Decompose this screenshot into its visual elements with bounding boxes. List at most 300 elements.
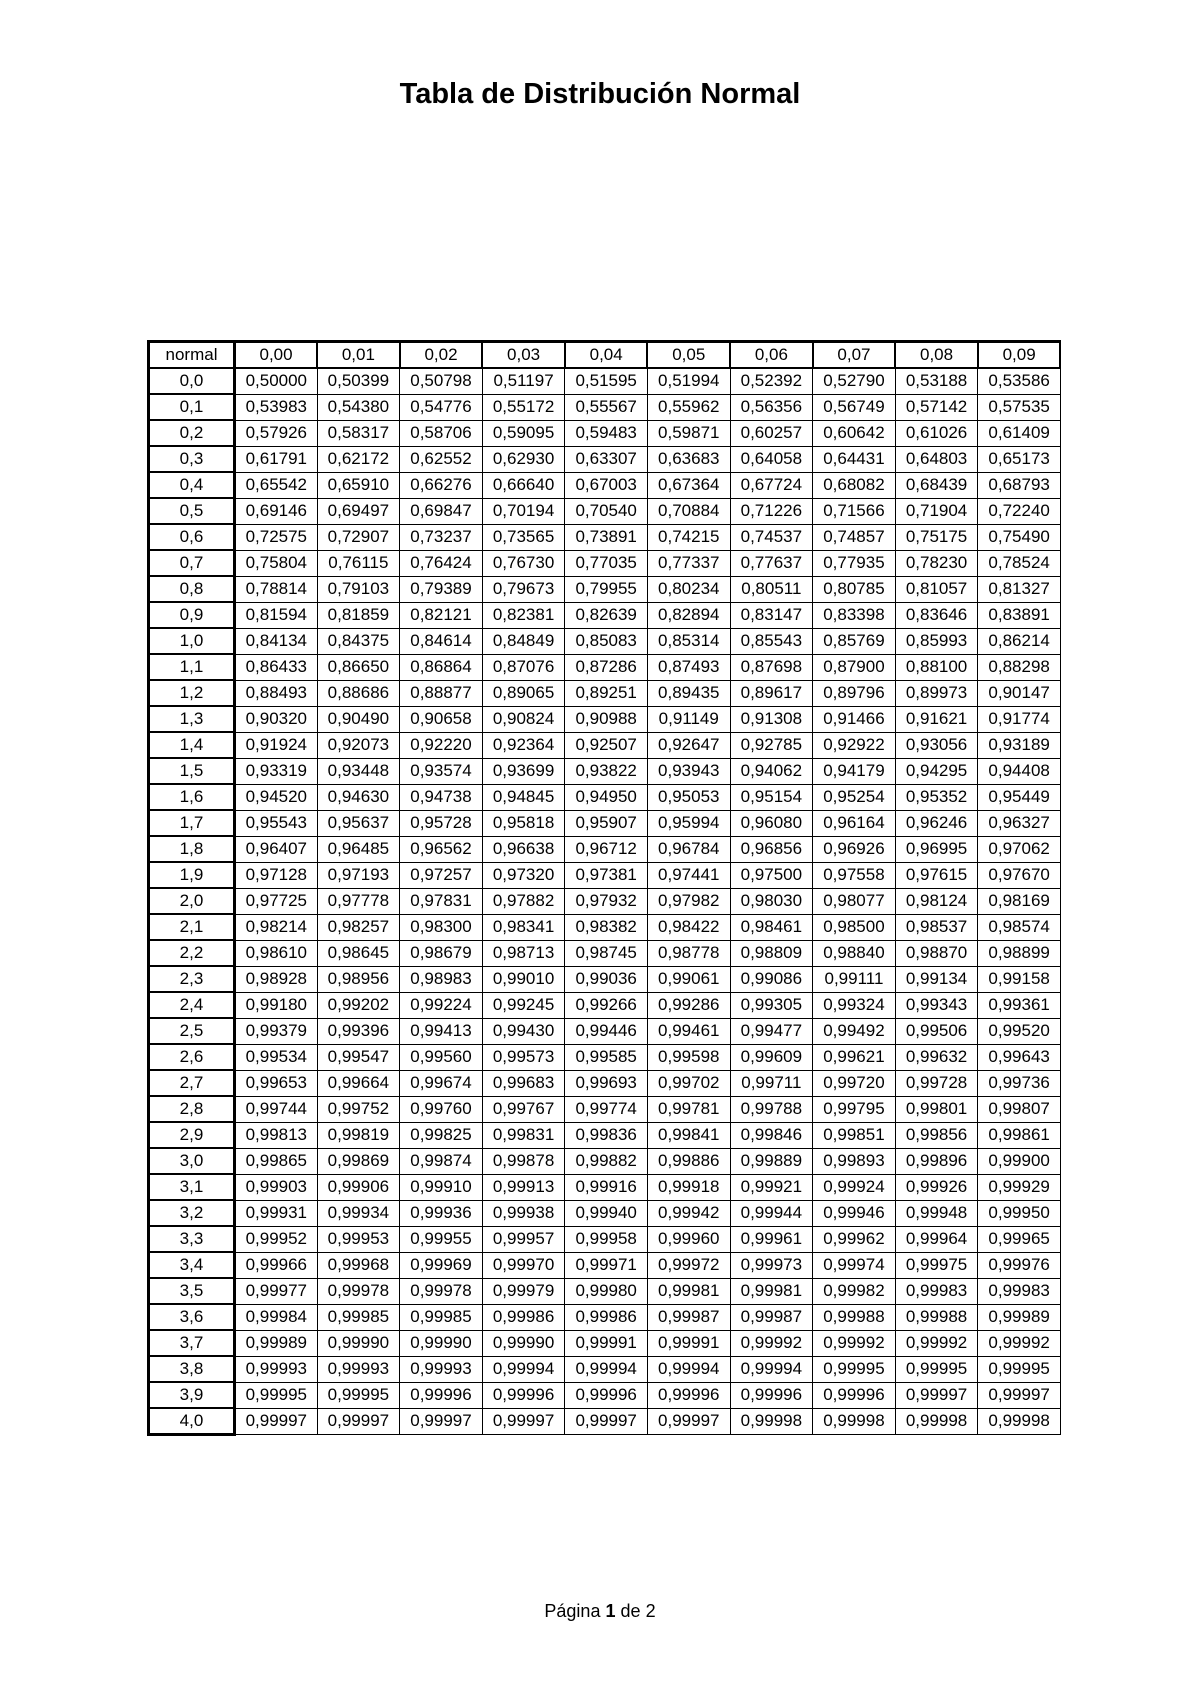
- probability-cell: 0,82894: [647, 602, 730, 628]
- probability-cell: 0,99736: [978, 1070, 1061, 1096]
- probability-cell: 0,72907: [317, 524, 400, 550]
- probability-cell: 0,98840: [813, 940, 896, 966]
- probability-cell: 0,96856: [730, 836, 813, 862]
- probability-cell: 0,98983: [400, 966, 483, 992]
- table-row: [149, 758, 1061, 784]
- row-header: 3,0: [149, 1148, 235, 1174]
- probability-cell: 0,99940: [565, 1200, 648, 1226]
- probability-cell: 0,99801: [895, 1096, 978, 1122]
- probability-cell: 0,99343: [895, 992, 978, 1018]
- probability-cell: 0,99990: [482, 1330, 565, 1356]
- probability-cell: 0,80234: [647, 576, 730, 602]
- probability-cell: 0,79955: [565, 576, 648, 602]
- probability-cell: 0,50798: [400, 368, 483, 394]
- probability-cell: 0,99492: [813, 1018, 896, 1044]
- probability-cell: 0,99926: [895, 1174, 978, 1200]
- probability-cell: 0,99807: [978, 1096, 1061, 1122]
- probability-cell: 0,67364: [647, 472, 730, 498]
- row-header: 3,2: [149, 1200, 235, 1226]
- probability-cell: 0,52392: [730, 368, 813, 394]
- probability-cell: 0,88100: [895, 654, 978, 680]
- probability-cell: 0,99874: [400, 1148, 483, 1174]
- probability-cell: 0,60642: [813, 420, 896, 446]
- probability-cell: 0,99819: [317, 1122, 400, 1148]
- table-row: [149, 550, 1061, 576]
- probability-cell: 0,58706: [400, 420, 483, 446]
- probability-cell: 0,87076: [482, 654, 565, 680]
- table-row: [149, 524, 1061, 550]
- probability-cell: 0,61026: [895, 420, 978, 446]
- probability-cell: 0,89796: [813, 680, 896, 706]
- probability-cell: 0,99896: [895, 1148, 978, 1174]
- probability-cell: 0,99950: [978, 1200, 1061, 1226]
- probability-cell: 0,78814: [235, 576, 318, 602]
- probability-cell: 0,95053: [647, 784, 730, 810]
- probability-cell: 0,99985: [400, 1304, 483, 1330]
- row-header: 0,0: [149, 368, 235, 394]
- table-header: [149, 342, 1061, 369]
- probability-cell: 0,99998: [895, 1408, 978, 1435]
- probability-cell: 0,95543: [235, 810, 318, 836]
- probability-cell: 0,91308: [730, 706, 813, 732]
- probability-cell: 0,99992: [895, 1330, 978, 1356]
- probability-cell: 0,58317: [317, 420, 400, 446]
- probability-cell: 0,99965: [978, 1226, 1061, 1252]
- probability-cell: 0,99886: [647, 1148, 730, 1174]
- corner-label: normal: [149, 342, 235, 369]
- table-row: [149, 602, 1061, 628]
- probability-cell: 0,96638: [482, 836, 565, 862]
- table-row: [149, 706, 1061, 732]
- probability-cell: 0,99942: [647, 1200, 730, 1226]
- probability-cell: 0,99976: [978, 1252, 1061, 1278]
- probability-cell: 0,99992: [978, 1330, 1061, 1356]
- probability-cell: 0,99934: [317, 1200, 400, 1226]
- row-header: 0,7: [149, 550, 235, 576]
- probability-cell: 0,99831: [482, 1122, 565, 1148]
- probability-cell: 0,99992: [813, 1330, 896, 1356]
- probability-cell: 0,93699: [482, 758, 565, 784]
- probability-cell: 0,98214: [235, 914, 318, 940]
- probability-cell: 0,81057: [895, 576, 978, 602]
- probability-cell: 0,99653: [235, 1070, 318, 1096]
- probability-cell: 0,98745: [565, 940, 648, 966]
- probability-cell: 0,99997: [647, 1408, 730, 1435]
- probability-cell: 0,99158: [978, 966, 1061, 992]
- probability-cell: 0,90824: [482, 706, 565, 732]
- probability-cell: 0,57926: [235, 420, 318, 446]
- probability-cell: 0,99983: [895, 1278, 978, 1304]
- probability-cell: 0,68793: [978, 472, 1061, 498]
- probability-cell: 0,99520: [978, 1018, 1061, 1044]
- probability-cell: 0,99851: [813, 1122, 896, 1148]
- probability-cell: 0,99774: [565, 1096, 648, 1122]
- probability-cell: 0,71226: [730, 498, 813, 524]
- probability-cell: 0,82121: [400, 602, 483, 628]
- probability-cell: 0,89065: [482, 680, 565, 706]
- table-row: [149, 1278, 1061, 1304]
- probability-cell: 0,99995: [235, 1382, 318, 1408]
- probability-cell: 0,99702: [647, 1070, 730, 1096]
- probability-cell: 0,99988: [895, 1304, 978, 1330]
- probability-cell: 0,50000: [235, 368, 318, 394]
- probability-cell: 0,62552: [400, 446, 483, 472]
- probability-cell: 0,99918: [647, 1174, 730, 1200]
- table-row: [149, 1148, 1061, 1174]
- row-header: 1,5: [149, 758, 235, 784]
- probability-cell: 0,86864: [400, 654, 483, 680]
- table-row: [149, 472, 1061, 498]
- probability-cell: 0,99643: [978, 1044, 1061, 1070]
- probability-cell: 0,97932: [565, 888, 648, 914]
- probability-cell: 0,98300: [400, 914, 483, 940]
- probability-cell: 0,89251: [565, 680, 648, 706]
- probability-cell: 0,99929: [978, 1174, 1061, 1200]
- probability-cell: 0,95352: [895, 784, 978, 810]
- probability-cell: 0,94950: [565, 784, 648, 810]
- probability-cell: 0,91149: [647, 706, 730, 732]
- probability-cell: 0,76115: [317, 550, 400, 576]
- probability-cell: 0,99683: [482, 1070, 565, 1096]
- probability-cell: 0,99878: [482, 1148, 565, 1174]
- probability-cell: 0,94630: [317, 784, 400, 810]
- probability-cell: 0,99286: [647, 992, 730, 1018]
- probability-cell: 0,99788: [730, 1096, 813, 1122]
- row-header: 0,8: [149, 576, 235, 602]
- probability-cell: 0,97193: [317, 862, 400, 888]
- probability-cell: 0,99534: [235, 1044, 318, 1070]
- probability-cell: 0,99995: [813, 1356, 896, 1382]
- probability-cell: 0,99906: [317, 1174, 400, 1200]
- probability-cell: 0,95818: [482, 810, 565, 836]
- probability-cell: 0,98574: [978, 914, 1061, 940]
- probability-cell: 0,55567: [565, 394, 648, 420]
- row-header: 2,7: [149, 1070, 235, 1096]
- probability-cell: 0,99996: [647, 1382, 730, 1408]
- probability-cell: 0,79673: [482, 576, 565, 602]
- probability-cell: 0,68439: [895, 472, 978, 498]
- row-header: 3,5: [149, 1278, 235, 1304]
- row-header: 1,0: [149, 628, 235, 654]
- probability-cell: 0,99978: [317, 1278, 400, 1304]
- probability-cell: 0,99813: [235, 1122, 318, 1148]
- probability-cell: 0,99988: [813, 1304, 896, 1330]
- probability-cell: 0,99948: [895, 1200, 978, 1226]
- probability-cell: 0,99996: [730, 1382, 813, 1408]
- row-header: 0,3: [149, 446, 235, 472]
- probability-cell: 0,99711: [730, 1070, 813, 1096]
- probability-cell: 0,98928: [235, 966, 318, 992]
- probability-cell: 0,80785: [813, 576, 896, 602]
- probability-cell: 0,99983: [978, 1278, 1061, 1304]
- column-header: 0,09: [978, 342, 1061, 369]
- probability-cell: 0,89617: [730, 680, 813, 706]
- row-header: 3,4: [149, 1252, 235, 1278]
- probability-cell: 0,94408: [978, 758, 1061, 784]
- probability-cell: 0,99379: [235, 1018, 318, 1044]
- table-row: [149, 1382, 1061, 1408]
- probability-cell: 0,97128: [235, 862, 318, 888]
- probability-cell: 0,92364: [482, 732, 565, 758]
- table-row: [149, 1226, 1061, 1252]
- probability-cell: 0,95728: [400, 810, 483, 836]
- table-row: [149, 1122, 1061, 1148]
- probability-cell: 0,57535: [978, 394, 1061, 420]
- table-row: [149, 940, 1061, 966]
- probability-cell: 0,97725: [235, 888, 318, 914]
- probability-cell: 0,83891: [978, 602, 1061, 628]
- probability-cell: 0,61791: [235, 446, 318, 472]
- probability-cell: 0,99955: [400, 1226, 483, 1252]
- table-row: [149, 784, 1061, 810]
- probability-cell: 0,99609: [730, 1044, 813, 1070]
- probability-cell: 0,92785: [730, 732, 813, 758]
- probability-cell: 0,87698: [730, 654, 813, 680]
- probability-cell: 0,98169: [978, 888, 1061, 914]
- probability-cell: 0,99477: [730, 1018, 813, 1044]
- probability-cell: 0,90988: [565, 706, 648, 732]
- probability-cell: 0,99981: [647, 1278, 730, 1304]
- probability-cell: 0,99598: [647, 1044, 730, 1070]
- footer-page-current: 1: [605, 1601, 616, 1621]
- probability-cell: 0,99972: [647, 1252, 730, 1278]
- probability-cell: 0,99461: [647, 1018, 730, 1044]
- table-row: [149, 628, 1061, 654]
- probability-cell: 0,99882: [565, 1148, 648, 1174]
- probability-cell: 0,87493: [647, 654, 730, 680]
- probability-cell: 0,99573: [482, 1044, 565, 1070]
- probability-cell: 0,67003: [565, 472, 648, 498]
- probability-cell: 0,86214: [978, 628, 1061, 654]
- probability-cell: 0,54776: [400, 394, 483, 420]
- probability-cell: 0,77637: [730, 550, 813, 576]
- probability-cell: 0,99944: [730, 1200, 813, 1226]
- probability-cell: 0,53983: [235, 394, 318, 420]
- column-header: 0,01: [317, 342, 400, 369]
- probability-cell: 0,99974: [813, 1252, 896, 1278]
- footer-page-prefix: Página: [544, 1601, 601, 1621]
- probability-cell: 0,97982: [647, 888, 730, 914]
- probability-cell: 0,97062: [978, 836, 1061, 862]
- probability-cell: 0,99989: [235, 1330, 318, 1356]
- probability-cell: 0,98500: [813, 914, 896, 940]
- probability-cell: 0,93448: [317, 758, 400, 784]
- probability-cell: 0,85993: [895, 628, 978, 654]
- probability-cell: 0,99990: [317, 1330, 400, 1356]
- probability-cell: 0,98124: [895, 888, 978, 914]
- probability-cell: 0,89973: [895, 680, 978, 706]
- probability-cell: 0,93943: [647, 758, 730, 784]
- page-footer: [0, 1600, 1200, 1622]
- row-header: 3,3: [149, 1226, 235, 1252]
- probability-cell: 0,91621: [895, 706, 978, 732]
- probability-cell: 0,59483: [565, 420, 648, 446]
- probability-cell: 0,99958: [565, 1226, 648, 1252]
- probability-cell: 0,99996: [813, 1382, 896, 1408]
- probability-cell: 0,50399: [317, 368, 400, 394]
- probability-cell: 0,89435: [647, 680, 730, 706]
- probability-cell: 0,97441: [647, 862, 730, 888]
- probability-cell: 0,99560: [400, 1044, 483, 1070]
- probability-cell: 0,90147: [978, 680, 1061, 706]
- probability-cell: 0,80511: [730, 576, 813, 602]
- column-header: 0,04: [565, 342, 648, 369]
- table-row: [149, 420, 1061, 446]
- probability-cell: 0,99989: [978, 1304, 1061, 1330]
- probability-cell: 0,99413: [400, 1018, 483, 1044]
- probability-cell: 0,83646: [895, 602, 978, 628]
- probability-cell: 0,70540: [565, 498, 648, 524]
- probability-cell: 0,99990: [400, 1330, 483, 1356]
- footer-page-total: 2: [645, 1601, 656, 1621]
- probability-cell: 0,99202: [317, 992, 400, 1018]
- probability-cell: 0,99061: [647, 966, 730, 992]
- probability-cell: 0,70194: [482, 498, 565, 524]
- probability-cell: 0,99728: [895, 1070, 978, 1096]
- probability-cell: 0,70884: [647, 498, 730, 524]
- table-row: [149, 1044, 1061, 1070]
- probability-cell: 0,77935: [813, 550, 896, 576]
- probability-cell: 0,94062: [730, 758, 813, 784]
- probability-cell: 0,65910: [317, 472, 400, 498]
- table-row: [149, 394, 1061, 420]
- probability-cell: 0,93822: [565, 758, 648, 784]
- probability-cell: 0,97320: [482, 862, 565, 888]
- table-row: [149, 1174, 1061, 1200]
- probability-cell: 0,98422: [647, 914, 730, 940]
- probability-cell: 0,99971: [565, 1252, 648, 1278]
- table-row: [149, 966, 1061, 992]
- probability-cell: 0,77035: [565, 550, 648, 576]
- probability-cell: 0,99266: [565, 992, 648, 1018]
- probability-cell: 0,98077: [813, 888, 896, 914]
- probability-cell: 0,97257: [400, 862, 483, 888]
- probability-cell: 0,75804: [235, 550, 318, 576]
- row-header: 0,9: [149, 602, 235, 628]
- probability-cell: 0,99430: [482, 1018, 565, 1044]
- table-row: [149, 446, 1061, 472]
- row-header: 2,0: [149, 888, 235, 914]
- probability-cell: 0,99795: [813, 1096, 896, 1122]
- probability-cell: 0,85083: [565, 628, 648, 654]
- probability-cell: 0,99993: [400, 1356, 483, 1382]
- probability-cell: 0,75490: [978, 524, 1061, 550]
- probability-cell: 0,99903: [235, 1174, 318, 1200]
- probability-cell: 0,99305: [730, 992, 813, 1018]
- row-header: 0,2: [149, 420, 235, 446]
- probability-cell: 0,75175: [895, 524, 978, 550]
- probability-cell: 0,59871: [647, 420, 730, 446]
- probability-cell: 0,79103: [317, 576, 400, 602]
- probability-cell: 0,98778: [647, 940, 730, 966]
- probability-cell: 0,99994: [482, 1356, 565, 1382]
- table-row: [149, 810, 1061, 836]
- row-header: 2,8: [149, 1096, 235, 1122]
- probability-cell: 0,91774: [978, 706, 1061, 732]
- probability-cell: 0,64058: [730, 446, 813, 472]
- probability-cell: 0,96562: [400, 836, 483, 862]
- probability-cell: 0,99086: [730, 966, 813, 992]
- probability-cell: 0,99978: [400, 1278, 483, 1304]
- probability-cell: 0,64803: [895, 446, 978, 472]
- probability-cell: 0,96995: [895, 836, 978, 862]
- probability-cell: 0,94845: [482, 784, 565, 810]
- probability-cell: 0,92507: [565, 732, 648, 758]
- probability-cell: 0,99180: [235, 992, 318, 1018]
- table-row: [149, 368, 1061, 394]
- row-header: 0,6: [149, 524, 235, 550]
- probability-cell: 0,84614: [400, 628, 483, 654]
- probability-cell: 0,93189: [978, 732, 1061, 758]
- probability-cell: 0,99957: [482, 1226, 565, 1252]
- probability-cell: 0,61409: [978, 420, 1061, 446]
- probability-cell: 0,91924: [235, 732, 318, 758]
- probability-cell: 0,99396: [317, 1018, 400, 1044]
- probability-cell: 0,82381: [482, 602, 565, 628]
- probability-cell: 0,99979: [482, 1278, 565, 1304]
- table-row: [149, 498, 1061, 524]
- probability-cell: 0,99996: [482, 1382, 565, 1408]
- row-header: 3,7: [149, 1330, 235, 1356]
- probability-cell: 0,99964: [895, 1226, 978, 1252]
- row-header: 0,4: [149, 472, 235, 498]
- probability-cell: 0,98610: [235, 940, 318, 966]
- probability-cell: 0,87900: [813, 654, 896, 680]
- row-header: 2,2: [149, 940, 235, 966]
- probability-cell: 0,99977: [235, 1278, 318, 1304]
- row-header: 3,8: [149, 1356, 235, 1382]
- probability-cell: 0,96784: [647, 836, 730, 862]
- table-row: [149, 914, 1061, 940]
- probability-cell: 0,81327: [978, 576, 1061, 602]
- probability-cell: 0,99966: [235, 1252, 318, 1278]
- probability-cell: 0,99969: [400, 1252, 483, 1278]
- probability-cell: 0,99987: [647, 1304, 730, 1330]
- probability-cell: 0,99856: [895, 1122, 978, 1148]
- probability-cell: 0,99986: [565, 1304, 648, 1330]
- probability-cell: 0,99996: [400, 1382, 483, 1408]
- probability-cell: 0,99996: [565, 1382, 648, 1408]
- probability-cell: 0,99869: [317, 1148, 400, 1174]
- probability-cell: 0,99962: [813, 1226, 896, 1252]
- probability-cell: 0,99960: [647, 1226, 730, 1252]
- probability-cell: 0,99997: [235, 1408, 318, 1435]
- row-header: 1,9: [149, 862, 235, 888]
- probability-cell: 0,84134: [235, 628, 318, 654]
- probability-cell: 0,98030: [730, 888, 813, 914]
- probability-cell: 0,99981: [730, 1278, 813, 1304]
- probability-cell: 0,90658: [400, 706, 483, 732]
- row-header: 3,9: [149, 1382, 235, 1408]
- probability-cell: 0,69847: [400, 498, 483, 524]
- probability-cell: 0,66276: [400, 472, 483, 498]
- probability-cell: 0,92647: [647, 732, 730, 758]
- probability-cell: 0,63307: [565, 446, 648, 472]
- row-header: 0,5: [149, 498, 235, 524]
- table-row: [149, 862, 1061, 888]
- probability-cell: 0,72240: [978, 498, 1061, 524]
- probability-cell: 0,84849: [482, 628, 565, 654]
- table-row: [149, 1304, 1061, 1330]
- probability-cell: 0,99991: [565, 1330, 648, 1356]
- probability-cell: 0,66640: [482, 472, 565, 498]
- row-header: 3,6: [149, 1304, 235, 1330]
- probability-cell: 0,93319: [235, 758, 318, 784]
- table-row: [149, 680, 1061, 706]
- probability-cell: 0,60257: [730, 420, 813, 446]
- probability-cell: 0,62172: [317, 446, 400, 472]
- probability-cell: 0,99986: [482, 1304, 565, 1330]
